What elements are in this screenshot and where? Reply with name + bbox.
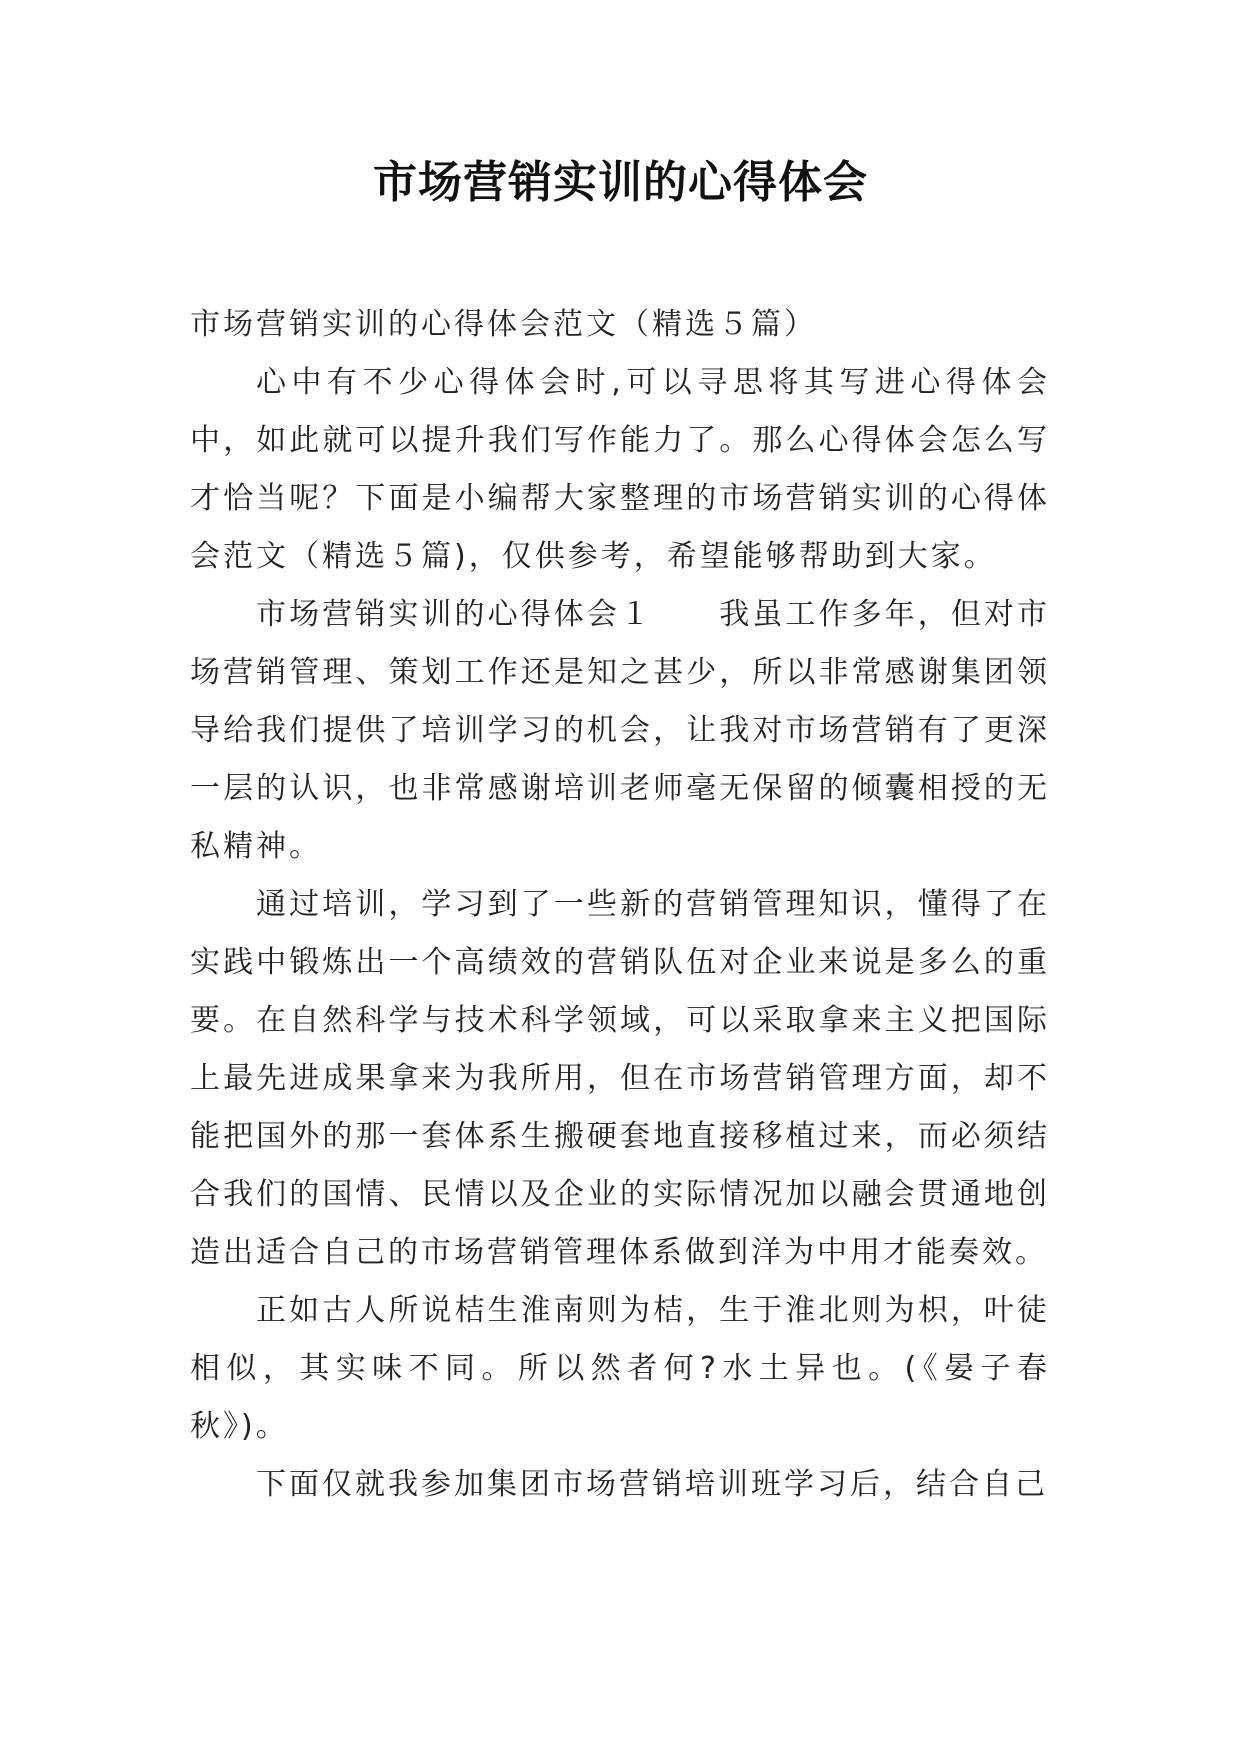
document-body [190,296,1050,1514]
document-title: 市场营销实训的心得体会 [373,157,868,208]
paragraph-intro: 心中有不少心得体会时,可以寻思将其写进心得体会中，如此就可以提升我们写作能力了。那么心得体会怎么写才恰当呢？下面是小编帮大家整理的市场营销实训的心得体会范文（精选５篇)，仅供参考，希望能够帮助到大家。 [190,365,1050,574]
paragraph-quote: 正如古人所说桔生淮南则为桔，生于淮北则为枳，叶徒相似，其实味不同。所以然者何?水土异也。(《晏子春秋》)。 [190,1293,1050,1444]
paragraph-subtitle: 市场营销实训的心得体会范文（精选５篇） [190,307,817,342]
paragraph-continued: 下面仅就我参加集团市场营销培训班学习后，结合自己 [256,1467,1048,1502]
paragraph-essay-1: 市场营销实训的心得体会１ 我虽工作多年，但对市场营销管理、策划工作还是知之甚少，所以非常感谢集团领导给我们提供了培训学习的机会，让我对市场营销有了更深一层的认识，也非常感谢培训老师毫无保留的倾囊相授的无私精神。 [190,597,1050,864]
paragraph-training: 通过培训，学习到了一些新的营销管理知识，懂得了在实践中锻炼出一个高绩效的营销队伍对企业来说是多么的重要。在自然科学与技术科学领域，可以采取拿来主义把国际上最先进成果拿来为我所用，但在市场营销管理方面，却不能把国外的那一套体系生搬硬套地直接移植过来，而必须结合我们的国情、民情以及企业的实际情况加以融会贯通地创造出适合自己的市场营销管理体系做到洋为中用才能奏效。 [190,887,1050,1270]
